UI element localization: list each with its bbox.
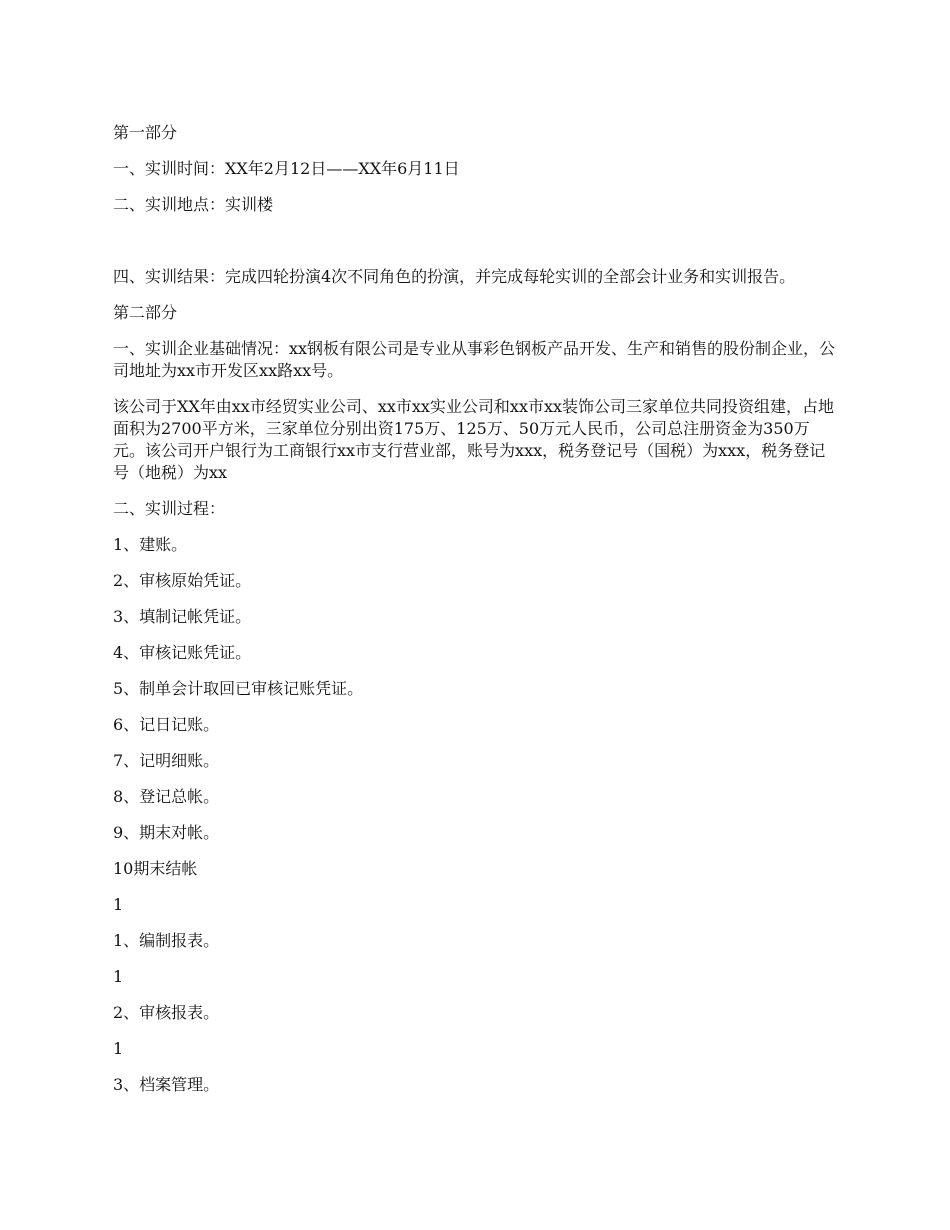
- document-body: [113, 122, 841, 1110]
- list-item: 1、编制报表。: [113, 931, 220, 950]
- list-item: 9、期末对帐。: [113, 823, 220, 842]
- process-heading: 二、实训过程：: [113, 499, 226, 518]
- company-overview: 一、实训企业基础情况：xx钢板有限公司是专业从事彩色钢板产品开发、生产和销售的股份制企业，公司地址为xx市开发区xx路xx号。: [113, 339, 836, 380]
- list-item: 2、审核原始凭证。: [113, 571, 252, 590]
- list-item: 1: [113, 1039, 124, 1058]
- list-item: 5、制单会计取回已审核记账凭证。: [113, 679, 364, 698]
- list-item: 8、登记总帐。: [113, 787, 220, 806]
- list-item: 1: [113, 967, 124, 986]
- list-item: 6、记日记账。: [113, 715, 220, 734]
- list-item: 3、填制记帐凭证。: [113, 607, 252, 626]
- list-item: 7、记明细账。: [113, 751, 220, 770]
- list-item: 4、审核记账凭证。: [113, 643, 252, 662]
- training-result: 四、实训结果：完成四轮扮演4次不同角色的扮演，并完成每轮实训的全部会计业务和实训报告。: [113, 267, 796, 286]
- list-item: 1: [113, 895, 124, 914]
- list-item: 1、建账。: [113, 535, 188, 554]
- training-time: 一、实训时间：XX年2月12日——XX年6月11日: [113, 159, 460, 178]
- list-item: 2、审核报表。: [113, 1003, 220, 1022]
- training-location: 二、实训地点：实训楼: [113, 195, 274, 214]
- company-details: 该公司于XX年由xx市经贸实业公司、xx市xx实业公司和xx市xx装饰公司三家单位共同投资组建，占地面积为2700平方米，三家单位分别出资175万、125万、50万元人民币，公司总注册资金为350万元。该公司开户银行为工商银行xx市支行营业部，账号为xxx，税务登记号（国税）为xxx，税务登记号（地税）为xx: [113, 397, 835, 482]
- list-item: 3、档案管理。: [113, 1075, 220, 1094]
- section-heading-part-1: 第一部分: [113, 123, 178, 142]
- list-item: 10期末结帐: [113, 859, 198, 878]
- section-heading-part-2: 第二部分: [113, 303, 178, 322]
